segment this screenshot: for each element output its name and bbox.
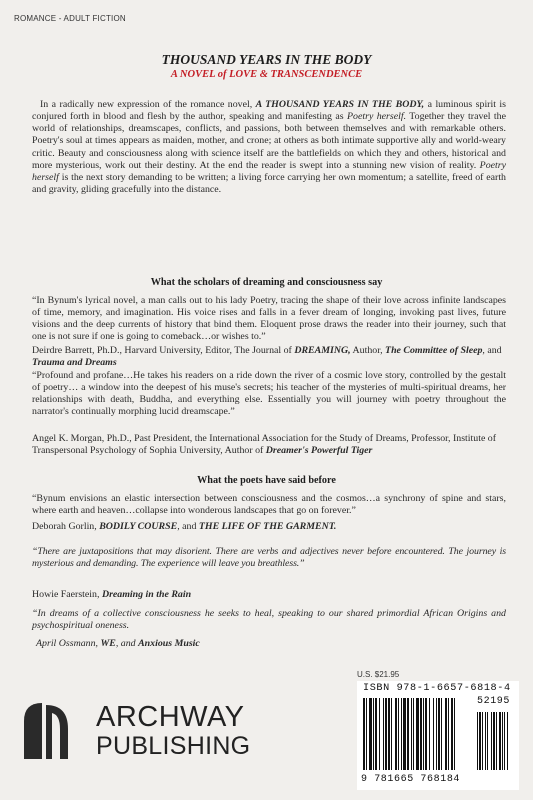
blurb-text: a luminous spirit is conjured forth in blood and flesh by the author, speaking and manifesting as <box>32 99 507 123</box>
book-blurb <box>32 99 506 269</box>
scholar-quote-1: “In Bynum's lyrical novel, a man calls out to his lady Poetry, tracing the shape of their love across infinite landscapes of time, memory, and imagination. His voice rises and falls in a fever dream of longing, invoking past lives, future visions and the deep currents of history that bind them. Eloquent prose draws the reader into their journey, such that one is not sure if one is going to comeback…or wishes to.” <box>32 295 506 343</box>
attribution-text: April Ossmann, <box>36 638 101 649</box>
attribution-text: Deirdre Barrett, Ph.D., Harvard University, Editor, The Journal of <box>32 345 295 356</box>
book-name: The Committee of Sleep <box>385 345 483 356</box>
book-name: Anxious Music <box>138 638 200 649</box>
scholar-quote-2: “Profound and profane…He takes his readers on a ride down the river of a cosmic love story, controlled by the gestalt of poetry… a window into the deepest of his muse's secrets; his teacher of the mysteries of multi-spiritual dreams, her relationships with death, Buddha, and everything else. Essentially you will journey with poetry throughout the narrator's continually morphing lucid dreamscape.” <box>32 370 506 418</box>
book-title: THOUSAND YEARS IN THE BODY <box>161 52 372 67</box>
book-name: WE <box>100 638 116 649</box>
attribution-text: , and <box>177 521 199 532</box>
archway-icon <box>22 699 80 759</box>
scholars-heading: What the scholars of dreaming and consciousness say <box>150 277 383 288</box>
poets-heading: What the poets have said before <box>197 475 336 486</box>
blurb-emphasis: Poetry herself. <box>347 111 407 123</box>
blurb-emphasis: Poetry herself <box>32 159 506 183</box>
barcode-digits: 9 781665 768184 <box>361 774 461 785</box>
book-name: Dreaming in the Rain <box>101 589 192 600</box>
book-subtitle: A NOVEL of LOVE & TRANSCENDENCE <box>170 69 363 80</box>
scholar-attribution-1 <box>32 345 506 369</box>
poet-quote-1: “Bynum envisions an elastic intersection between consciousness and the cosmos…a synchrony of spine and stars, where earth and heaven…collapse into wonderous landscapes that go on forever.” <box>32 493 506 517</box>
book-name: BODILY COURSE <box>99 521 178 532</box>
attribution-text: Howie Faerstein, <box>32 589 102 600</box>
attribution-text: , and <box>115 638 139 649</box>
journal-name: DREAMING, <box>294 345 351 356</box>
publisher-logo <box>22 699 252 763</box>
book-name: THE LIFE OF THE GARMENT. <box>198 521 337 532</box>
book-name: Trauma and Dreams <box>32 357 117 369</box>
poet-quote-2: “There are juxtapositions that may disorient. There are verbs and adjectives never before encountered. The journey is mysterious and demanding. The experience will leave you breathless.” <box>32 546 506 570</box>
barcode-bars <box>361 698 515 774</box>
scholar-attribution-2 <box>32 433 506 457</box>
attribution-text: Deborah Gorlin, <box>32 521 100 532</box>
attribution-text: Angel K. Morgan, Ph.D., Past President, the International Association for the Study of Dreams, Professor, Institute of Transpersonal Psychology of Sophia University, Author of <box>32 433 497 457</box>
poet-attribution-2 <box>32 589 506 601</box>
attribution-text: Author, <box>350 345 386 356</box>
poet-attribution-3 <box>36 638 510 650</box>
blurb-text: In a radically new expression of the romance novel, <box>40 99 256 110</box>
blurb-text: is the next story demanding to be written; a living force carrying her own momentum; a satellite, freed of earth and gravity, gliding gracefully into the distance. <box>32 171 506 196</box>
publisher-name-line2: PUBLISHING <box>96 732 251 760</box>
poet-attribution-1 <box>32 521 506 533</box>
barcode-addon-digits: 52195 <box>477 696 511 707</box>
blurb-text: Together they travel the world of relationships, dreamscapes, conflicts, and passions, both between themselves and with remarkable others. Poetry's soul at times appears as maiden, mother, and crone; at others as both intimate supportive ally and world-weary critic. Beauty and consciousness along with science itself are the battlefields on which they and others, historical and more mysterious, work out their destiny. At the end the reader is swept into a stunning new vision of reality. <box>32 111 506 171</box>
price-label: U.S. $21.95 <box>357 670 400 679</box>
isbn-barcode <box>357 681 519 790</box>
isbn-text: ISBN 978-1-6657-6818-4 <box>363 683 511 694</box>
book-name: Dreamer's Powerful Tiger <box>265 445 373 457</box>
genre-label: ROMANCE - ADULT FICTION <box>14 14 126 23</box>
poet-quote-3: “In dreams of a collective consciousness he seeks to heal, speaking to our shared primordial African Origins and psychospiritual oneness. <box>32 608 506 632</box>
attribution-text: , and <box>482 345 502 356</box>
blurb-title: A THOUSAND YEARS IN THE BODY, <box>255 99 425 110</box>
publisher-name-line1: ARCHWAY <box>96 701 245 733</box>
